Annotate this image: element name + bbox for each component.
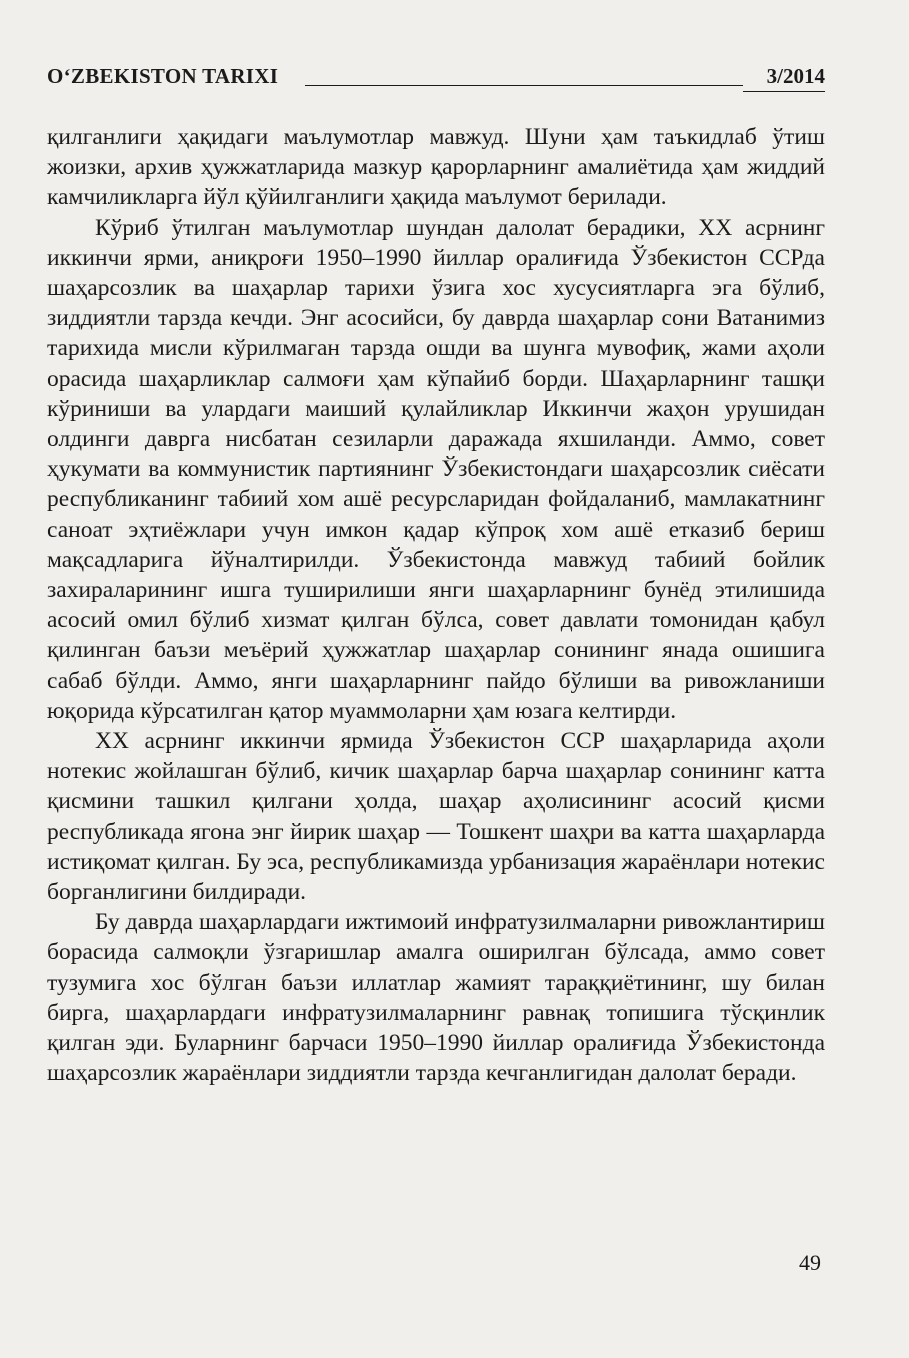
issue-underline [743,91,825,92]
journal-title: O‘ZBEKISTON TARIXI [47,64,279,88]
issue-number: 3/2014 [766,64,825,88]
paragraph-continuation: қилганлиги ҳақидаги маълумотлар мавжуд. Шуни ҳам таъкидлаб ўтиш жоизки, архив ҳужжатларида мазкур қарорларнинг амалиётида ҳам жиддий камчиликларга йўл қўйилганлиги ҳақида маълумот берилади. [47,124,825,211]
paragraph: Бу даврда шаҳарлардаги ижтимоий инфратузилмаларни ривожлантириш борасида салмоқли ўзгаришлар амалга оширилган бўлсада, аммо совет тузумига хос бўлган баъзи иллатлар жамият тараққиётининг, шу билан бирга, шаҳарлардаги инфратузилмаларнинг равнақ топишига тўсқинлик қилган эди. Буларнинг барчаси 1950–1990 йиллар оралиғида Ўзбекистонда шаҳарсозлик жараёнлари зиддиятли тарзда кечганлигидан далолат беради. [47,909,825,1087]
page-number: 49 [799,1250,821,1275]
article-body [47,122,825,1089]
running-header [47,60,825,100]
paragraph: Кўриб ўтилган маълумотлар шундан далолат берадики, XX асрнинг иккинчи ярми, аниқроғи 1950–1990 йиллар оралиғида Ўзбекистон ССРда шаҳарсозлик ва шаҳарлар тарихи ўзига хос хусусиятларга эга бўлиб, зиддиятли тарзда кечди. Энг асосийси, бу даврда шаҳарлар сони Ватанимиз тарихида мисли кўрилмаган тарзда ошди ва шунга мувофиқ, жами аҳоли орасида шаҳарликлар салмоғи ҳам кўпайиб борди. Шаҳарларнинг ташқи кўриниши ва улардаги маиший қулайликлар Иккинчи жаҳон урушидан олдинги даврга нисбатан сезиларли даражада яхшиланди. Аммо, совет ҳукумати ва коммунистик партиянинг Ўзбекистондаги шаҳарсозлик сиёсати республиканинг табиий хом ашё ресурсларидан фойдаланиб, мамлакатнинг саноат эҳтиёжлари учун имкон қадар кўпроқ хом ашё етказиб бериш мақсадларига йўналтирилди. Ўзбекистонда мавжуд табиий бойлик захираларининг ишга туширилиши янги шаҳарларнинг бунёд этилишида асосий омил бўлиб хизмат қилган бўлса, совет давлати томонидан қабул қилинган баъзи меъёрий ҳужжатлар шаҳарлар сонининг янада ошишига сабаб бўлди. Аммо, янги шаҳарларнинг пайдо бўлиши ва ривожланиши юқорида кўрсатилган қатор муаммоларни ҳам юзага келтирди. [47,214,825,724]
paragraph: XX асрнинг иккинчи ярмида Ўзбекистон ССР шаҳарларида аҳоли нотекис жойлашган бўлиб, кичик шаҳарлар барча шаҳарлар сонининг катта қисмини ташкил қилгани ҳолда, шаҳар аҳолисининг асосий қисми республикада ягона энг йирик шаҳар — Тошкент шаҳри ва катта шаҳарларда истиқомат қилган. Бу эса, республикамизда урбанизация жараёнлари нотекис борганлигини билдиради. [47,728,825,906]
header-rule [305,85,743,86]
